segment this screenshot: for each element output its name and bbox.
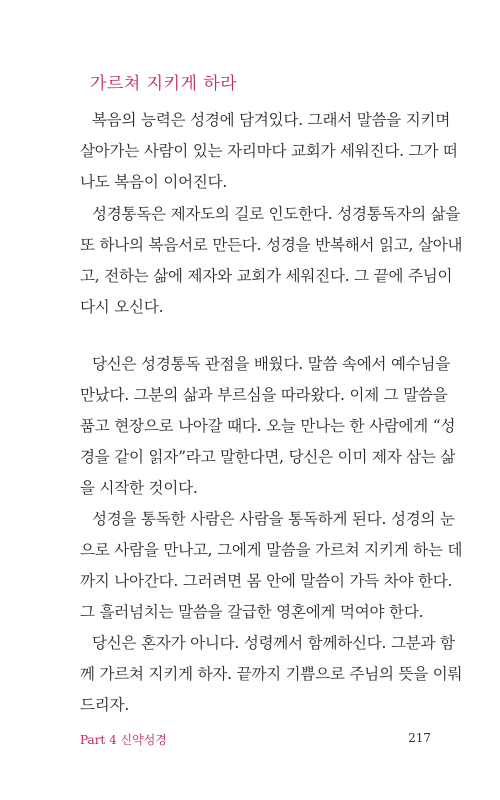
body-line: 나도 복음이 이어진다. xyxy=(80,173,228,191)
body-line: 경을 같이 읽자”라고 말한다면, 당신은 이미 제자 삼는 삶 xyxy=(80,448,456,466)
body-line: 그 흘러넘치는 말씀을 갈급한 영혼에게 먹여야 한다. xyxy=(80,603,424,621)
body-line: 까지 나아간다. 그러려면 몸 안에 말씀이 가득 차야 한다. xyxy=(80,572,453,590)
body-line: 당신은 성경통독 관점을 배웠다. 말씀 속에서 예수님을 xyxy=(92,355,451,373)
body-line: 성경을 통독한 사람은 사람을 통독하게 된다. 성경의 눈 xyxy=(92,510,455,528)
body-line: 으로 사람을 만나고, 그에게 말씀을 가르쳐 지키게 하는 데 xyxy=(80,541,463,559)
section-heading: 가르쳐 지키게 하라 xyxy=(90,74,238,94)
body-line: 당신은 혼자가 아니다. 성령께서 함께하신다. 그분과 함 xyxy=(92,634,455,652)
body-line: 성경통독은 제자도의 길로 인도한다. 성경통독자의 삶을 xyxy=(92,205,461,223)
body-line: 고, 전하는 삶에 제자와 교회가 세워진다. 그 끝에 주님이 xyxy=(80,267,453,285)
body-line: 복음의 능력은 성경에 담겨있다. 그래서 말씀을 지키며 xyxy=(92,111,451,129)
body-line: 만났다. 그분의 삶과 부르심을 따라왔다. 이제 그 말씀을 xyxy=(80,386,448,404)
body-line: 살아가는 사람이 있는 자리마다 교회가 세워진다. 그가 떠 xyxy=(80,142,458,160)
body-line: 께 가르쳐 지키게 하자. 끝까지 기쁨으로 주님의 뜻을 이뤄 xyxy=(80,665,463,683)
body-line: 품고 현장으로 나아갈 때다. 오늘 만나는 한 사람에게 “성 xyxy=(80,417,456,435)
body-line: 다시 오신다. xyxy=(80,298,164,316)
body-line: 드리자. xyxy=(80,696,130,714)
body-line: 또 하나의 복음서로 만든다. 성경을 반복해서 읽고, 살아내 xyxy=(80,236,463,254)
footer-part-label: Part 4 신약성경 xyxy=(80,733,167,747)
page-number: 217 xyxy=(408,731,431,745)
body-line: 을 시작한 것이다. xyxy=(80,479,198,497)
